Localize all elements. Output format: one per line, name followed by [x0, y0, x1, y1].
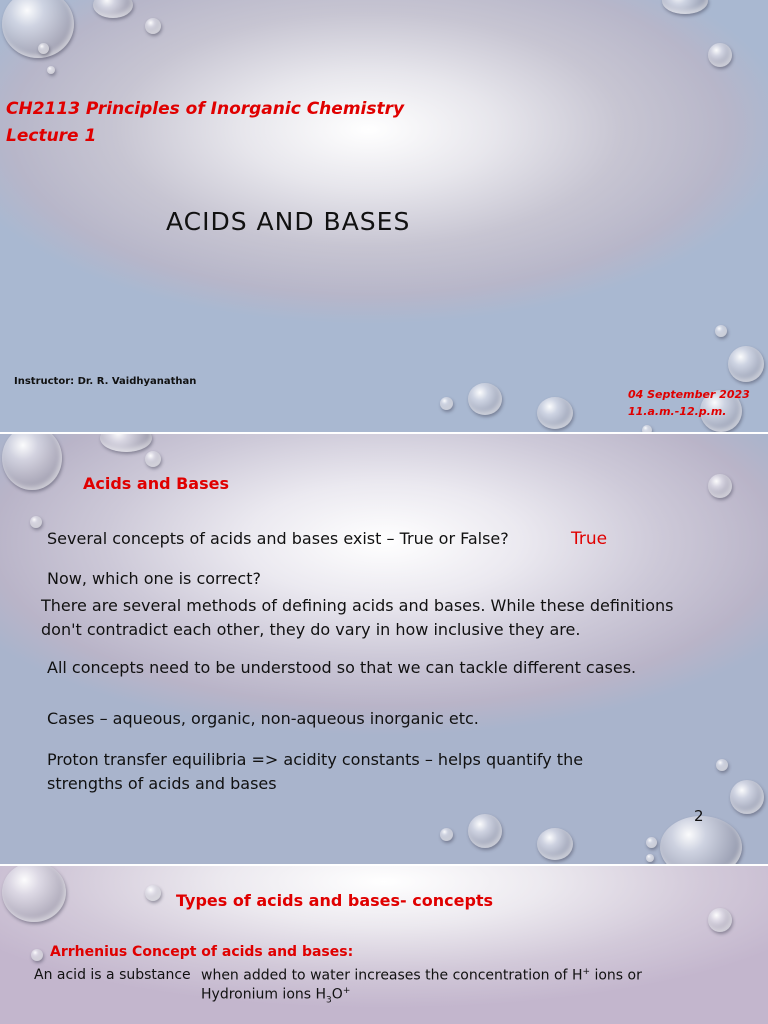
- water-drop: [2, 866, 66, 922]
- water-drop: [537, 828, 573, 860]
- water-drop: [708, 908, 732, 932]
- water-drop: [642, 425, 652, 432]
- water-drop: [30, 516, 42, 528]
- water-drop: [715, 325, 727, 337]
- lecture-date: 04 September 2023: [628, 388, 750, 401]
- water-drop: [730, 780, 764, 814]
- slide-types: [0, 866, 768, 1024]
- water-drop: [537, 397, 573, 429]
- superscript-plus: +: [582, 967, 591, 977]
- water-drop: [708, 474, 732, 498]
- paragraph-proton-line1: Proton transfer equilibria => acidity constants – helps quantify the: [47, 750, 584, 769]
- question-concepts: Several concepts of acids and bases exist – True or False?: [47, 529, 509, 548]
- water-drop: [145, 885, 161, 901]
- water-drop: [716, 759, 728, 771]
- paragraph-methods-line1: There are several methods of defining acids and bases. While these definitions: [41, 596, 674, 615]
- water-drop: [728, 346, 764, 382]
- arrhenius-heading: Arrhenius Concept of acids and bases:: [50, 944, 354, 960]
- definition-acid-start: An acid is a substance: [34, 967, 191, 983]
- paragraph-methods-line2: don't contradict each other, they do vary in how inclusive they are.: [41, 620, 581, 639]
- water-drop: [145, 451, 161, 467]
- water-drop: [468, 814, 502, 848]
- subscript-three: 3: [326, 995, 332, 1006]
- water-drop: [440, 828, 453, 841]
- page-number: 2: [694, 807, 704, 825]
- paragraph-cases: Cases – aqueous, organic, non-aqueous inorganic etc.: [47, 709, 479, 728]
- definition-acid-middle: when added to water increases the concentration of H+ ions or: [201, 967, 642, 984]
- question-which: Now, which one is correct?: [47, 569, 261, 588]
- water-drop: [646, 854, 654, 862]
- slide-title-text: ACIDS AND BASES: [166, 207, 411, 236]
- water-drop: [93, 0, 133, 18]
- lecture-label: Lecture 1: [6, 126, 97, 146]
- water-drop: [468, 383, 502, 415]
- water-drop: [31, 949, 43, 961]
- water-drop: [100, 434, 152, 452]
- water-drop: [38, 43, 49, 54]
- slide-heading: Types of acids and bases- concepts: [176, 891, 494, 910]
- slide-acids-bases: [0, 434, 768, 864]
- paragraph-all-concepts: All concepts need to be understood so that we can tackle different cases.: [47, 658, 637, 677]
- paragraph-proton-line2: strengths of acids and bases: [47, 774, 277, 793]
- course-title: CH2113 Principles of Inorganic Chemistry: [6, 99, 405, 119]
- water-drop: [708, 43, 732, 67]
- lecture-time: 11.a.m.-12.p.m.: [628, 405, 727, 418]
- water-drop: [662, 0, 708, 14]
- instructor-name: Instructor: Dr. R. Vaidhyanathan: [14, 376, 197, 387]
- slide-heading: Acids and Bases: [83, 474, 229, 493]
- slide-title: [0, 0, 768, 432]
- superscript-plus: +: [342, 986, 351, 996]
- water-drop: [440, 397, 453, 410]
- water-drop: [2, 434, 62, 490]
- water-drop: [145, 18, 161, 34]
- definition-hydronium: Hydronium ions $H_3O^+$: [201, 986, 351, 1006]
- water-drop: [646, 837, 657, 848]
- answer-true: True: [571, 529, 608, 549]
- water-drop: [47, 66, 55, 74]
